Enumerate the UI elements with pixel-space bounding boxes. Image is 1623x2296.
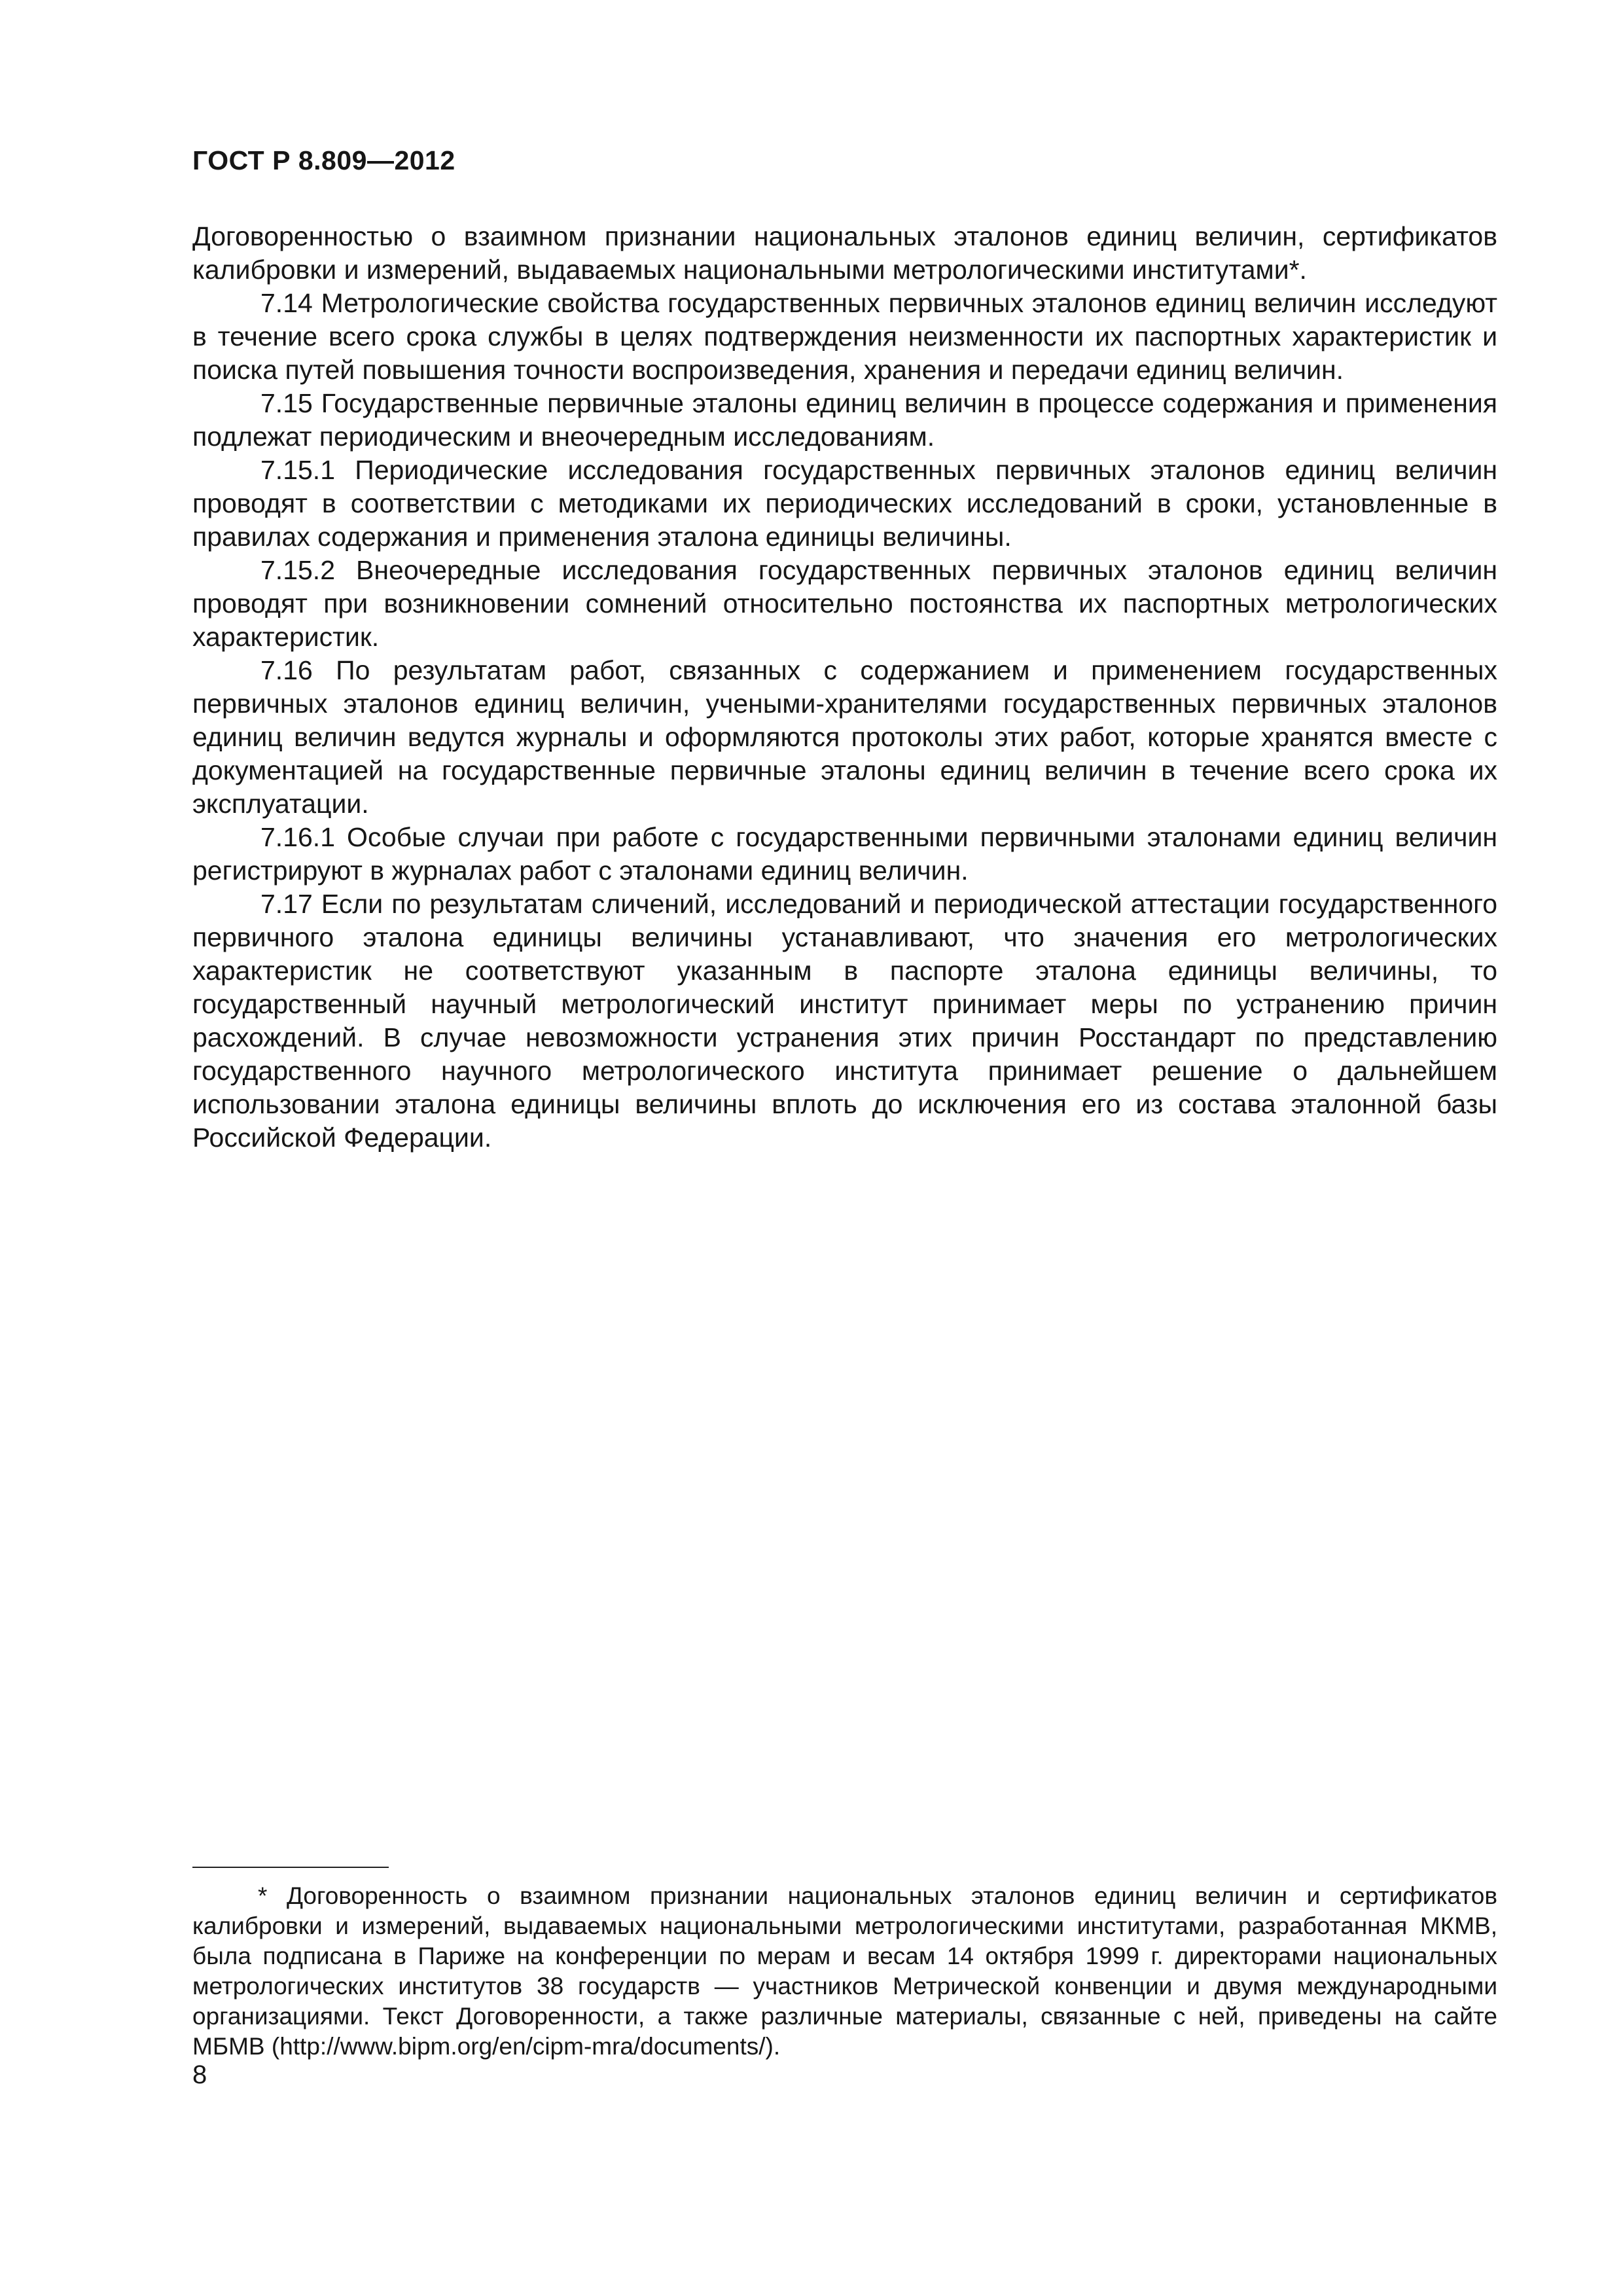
paragraph-7-16-1: 7.16.1 Особые случаи при работе с государственными первичными эталонами единиц величин регистрируют в журналах работ с эталонами единиц величин. <box>192 822 1497 886</box>
paragraph-continuation: Договоренностью о взаимном признании национальных эталонов единиц величин, сертификатов калибровки и измерений, выдаваемых национальными метрологическими институтами*. <box>192 221 1497 285</box>
body-text <box>192 220 1497 1155</box>
page-header-standard-number: ГОСТ Р 8.809—2012 <box>192 145 455 175</box>
paragraph-7-14: 7.14 Метрологические свойства государственных первичных эталонов единиц величин исследуют в течение всего срока службы в целях подтверждения неизменности их паспортных характеристик и поиска путей повышения точности воспроизведения, хранения и передачи единиц величин. <box>192 288 1497 385</box>
footnote-separator <box>192 1867 389 1868</box>
paragraph-7-15: 7.15 Государственные первичные эталоны единиц величин в процессе содержания и применения подлежат периодическим и внеочередным исследованиям. <box>192 388 1497 452</box>
footnote <box>192 1881 1497 2062</box>
page-number: 8 <box>192 2060 207 2089</box>
paragraph-7-15-2: 7.15.2 Внеочередные исследования государственных первичных эталонов единиц величин проводят при возникновении сомнений относительно постоянства их паспортных метрологических характеристик. <box>192 555 1497 652</box>
paragraph-7-17: 7.17 Если по результатам сличений, исследований и периодической аттестации государственного первичного эталона единицы величины устанавливают, что значения его метрологических характеристик не соответствуют указанным в паспорте эталона единицы величины, то государственный научный метрологический институт принимает меры по устранению причин расхождений. В случае невозможности устранения этих причин Росстандарт по представлению государственного научного метрологического института принимает решение о дальнейшем использовании эталона единицы величины вплоть до исключения его из состава эталонной базы Российской Федерации. <box>192 889 1497 1153</box>
footnote-text: * Договоренность о взаимном признании национальных эталонов единиц величин и сертификатов калибровки и измерений, выдаваемых национальными метрологическими институтами, разработанная МКМВ, была подписана в Париже на конференции по мерам и весам 14 октября 1999 г. директорами национальных метрологических институтов 38 государств — участников Метрической конвенции и двумя международными организациями. Текст Договоренности, а также различные материалы, связанные с ней, приведены на сайте МБМВ (http://www.bipm.org/en/cipm-mra/documents/). <box>192 1882 1497 2060</box>
paragraph-7-16: 7.16 По результатам работ, связанных с содержанием и применением государственных первичных эталонов единиц величин, учеными-хранителями государственных первичных эталонов единиц величин ведутся журналы и оформляются протоколы этих работ, которые хранятся вместе с документацией на государственные первичные эталоны единиц величин в течение всего срока их эксплуатации. <box>192 655 1497 819</box>
paragraph-7-15-1: 7.15.1 Периодические исследования государственных первичных эталонов единиц величин проводят в соответствии с методиками их периодических исследований в сроки, установленные в правилах содержания и применения эталона единицы величины. <box>192 455 1497 552</box>
